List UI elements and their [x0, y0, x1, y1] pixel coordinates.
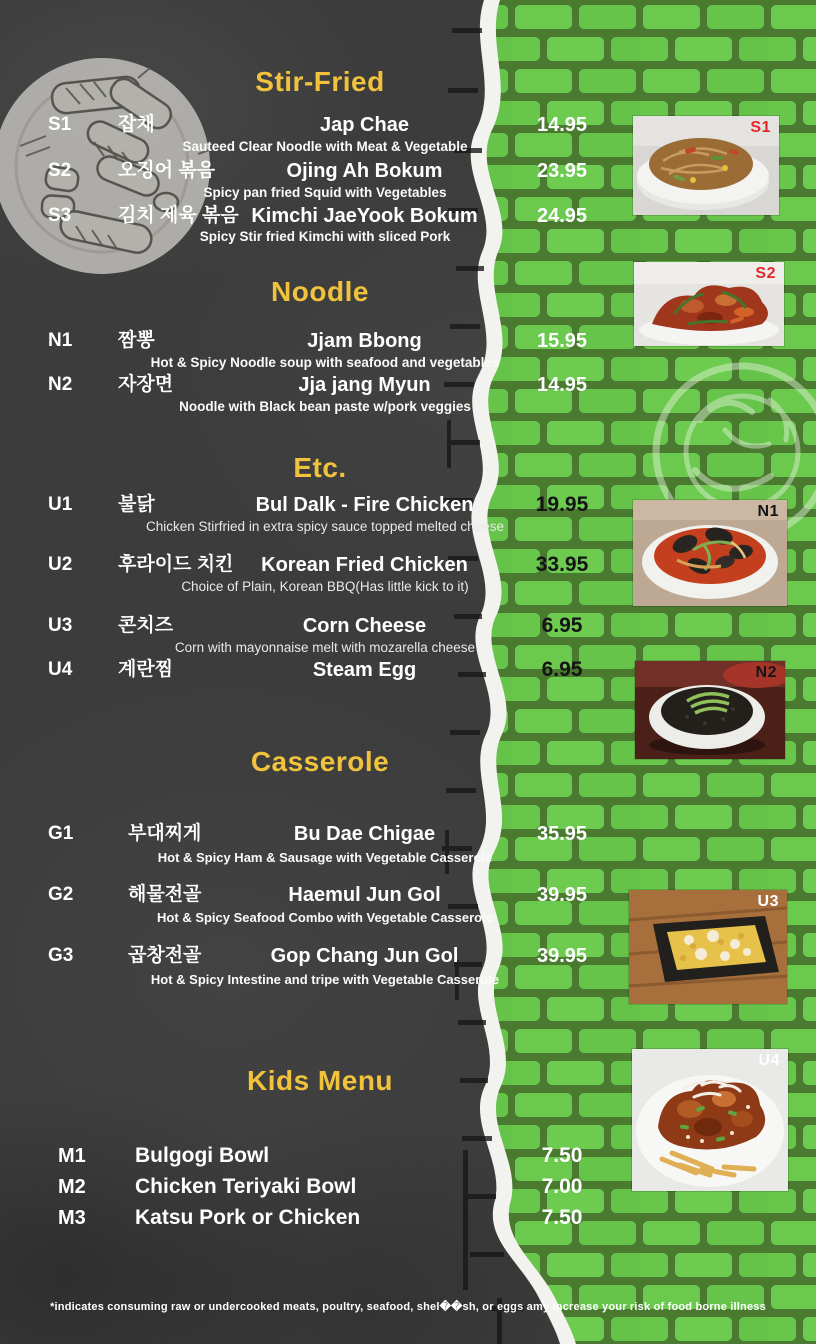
item-korean: 잡채: [118, 114, 155, 135]
food-photo-jja-jang-myun: [635, 661, 785, 759]
item-name: Jja jang Myun: [298, 374, 431, 396]
item-name: Bul Dalk - Fire Chicken: [255, 494, 474, 516]
item-name: Katsu Pork or Chicken: [135, 1206, 361, 1229]
item-code: U3: [48, 615, 73, 636]
item-code: U1: [48, 494, 73, 515]
menu-item-row: [0, 613, 665, 639]
item-code: G2: [48, 884, 74, 905]
item-price: 15.95: [536, 330, 588, 352]
item-korean: 부대찌게: [128, 823, 202, 844]
item-description: Choice of Plain, Korean BBQ(Has little kick to it): [181, 579, 469, 594]
item-name: Steam Egg: [312, 659, 417, 681]
item-korean: 불닭: [118, 494, 155, 515]
item-description: Hot & Spicy Intestine and tripe with Vegetable Casserole: [150, 972, 500, 987]
item-description: Sauteed Clear Noodle with Meat & Vegetable: [182, 139, 468, 154]
item-korean: 후라이드 치킨: [118, 554, 234, 575]
menu-item-row: [0, 492, 665, 518]
menu-item-row: [0, 1203, 665, 1233]
item-name: Kimchi JaeYook Bokum: [251, 205, 478, 227]
section-title-casserole: Casserole: [250, 746, 390, 777]
item-price: 14.95: [536, 374, 588, 396]
item-description: Corn with mayonnaise melt with mozarella cheese: [174, 640, 476, 655]
item-price: 6.95: [541, 658, 583, 681]
item-code: G3: [48, 945, 74, 966]
item-description: Noodle with Black bean paste w/pork veggies: [179, 399, 471, 414]
menu-item-row: [0, 1172, 665, 1202]
menu-item-row: [0, 821, 665, 847]
item-code: S2: [48, 160, 72, 181]
item-price: 19.95: [535, 493, 589, 516]
item-code: S1: [48, 114, 72, 135]
item-price: 33.95: [535, 553, 589, 576]
food-photo-jjam-bbong: [633, 500, 787, 606]
item-description: Spicy pan fried Squid with Vegetables: [203, 185, 447, 200]
menu-item-row: [0, 158, 665, 184]
item-code: N2: [48, 374, 73, 395]
item-korean: 김치 제육 볶음: [118, 205, 239, 226]
item-name: Bulgogi Bowl: [135, 1144, 270, 1167]
menu-item-row: [0, 112, 665, 138]
item-name: Gop Chang Jun Gol: [270, 945, 459, 967]
item-name: Haemul Jun Gol: [288, 884, 441, 906]
item-price: 23.95: [536, 160, 588, 182]
item-code: U4: [48, 659, 73, 680]
item-name: Korean Fried Chicken: [261, 554, 468, 576]
menu-item-row: [0, 1141, 665, 1171]
section-title-etc: Etc.: [293, 452, 347, 483]
section-title-kids-menu: Kids Menu: [246, 1065, 394, 1096]
menu-item-row: [0, 328, 665, 354]
menu-item-row: [0, 657, 665, 683]
menu-item-row: [0, 203, 665, 229]
item-code: M2: [58, 1176, 86, 1198]
item-name: Jjam Bbong: [307, 330, 422, 352]
item-name: Jap Chae: [320, 114, 409, 136]
menu-item-row: [0, 372, 665, 398]
item-code: G1: [48, 823, 74, 844]
menu-item-row: [0, 943, 665, 969]
photo-label: S1: [750, 119, 771, 136]
item-price: 7.50: [541, 1144, 583, 1167]
item-name: Ojing Ah Bokum: [286, 160, 443, 182]
menu-item-row: [0, 552, 665, 578]
item-name: Corn Cheese: [302, 615, 427, 637]
item-korean: 곱창전골: [128, 945, 202, 966]
item-description: Spicy Stir fried Kimchi with sliced Pork: [199, 229, 451, 244]
photo-label: U3: [757, 893, 779, 910]
section-title-noodle: Noodle: [271, 276, 369, 307]
photo-label: S2: [755, 265, 776, 282]
item-description: Hot & Spicy Noodle soup with seafood and vegetables: [150, 355, 500, 370]
item-price: 39.95: [536, 884, 588, 906]
item-code: U2: [48, 554, 73, 575]
item-korean: 계란찜: [118, 659, 174, 680]
photo-label: N1: [757, 503, 779, 520]
item-korean: 자장면: [118, 374, 174, 395]
menu-item-row: [0, 882, 665, 908]
item-price: 7.50: [541, 1206, 583, 1229]
food-photo-corn-cheese: [629, 890, 787, 1004]
item-description: Chicken Stirfried in extra spicy sauce topped melted cheese: [146, 519, 504, 534]
food-photo-kids-chicken-fries: [632, 1049, 788, 1191]
food-photo-ojing-ah-bokum: [634, 262, 784, 346]
item-price: 39.95: [536, 945, 588, 967]
item-price: 7.00: [541, 1175, 583, 1198]
item-price: 14.95: [536, 114, 588, 136]
item-price: 24.95: [536, 205, 588, 227]
footer-disclaimer: *indicates consuming raw or undercooked meats, poultry, seafood, shel��sh, or eggs amy increase your risk of food borne illness: [50, 1301, 766, 1313]
item-code: N1: [48, 330, 73, 351]
item-korean: 콘치즈: [118, 615, 174, 636]
item-code: M3: [58, 1207, 86, 1229]
item-price: 35.95: [536, 823, 588, 845]
item-name: Chicken Teriyaki Bowl: [135, 1175, 357, 1198]
photo-label: U4: [758, 1052, 780, 1069]
item-code: S3: [48, 205, 72, 226]
item-korean: 짬뽕: [118, 330, 155, 351]
item-description: Hot & Spicy Ham & Sausage with Vegetable Casserole: [157, 850, 493, 865]
item-korean: 오징어 볶음: [118, 160, 216, 181]
item-description: Hot & Spicy Seafood Combo with Vegetable Casserole: [157, 910, 493, 925]
item-korean: 해물전골: [128, 884, 202, 905]
photo-label: N2: [755, 664, 777, 681]
item-price: 6.95: [541, 614, 583, 637]
item-code: M1: [58, 1145, 86, 1167]
food-photo-jap-chae: [633, 116, 779, 215]
item-name: Bu Dae Chigae: [293, 823, 436, 845]
section-title-stir-fried: Stir-Fried: [255, 66, 385, 97]
